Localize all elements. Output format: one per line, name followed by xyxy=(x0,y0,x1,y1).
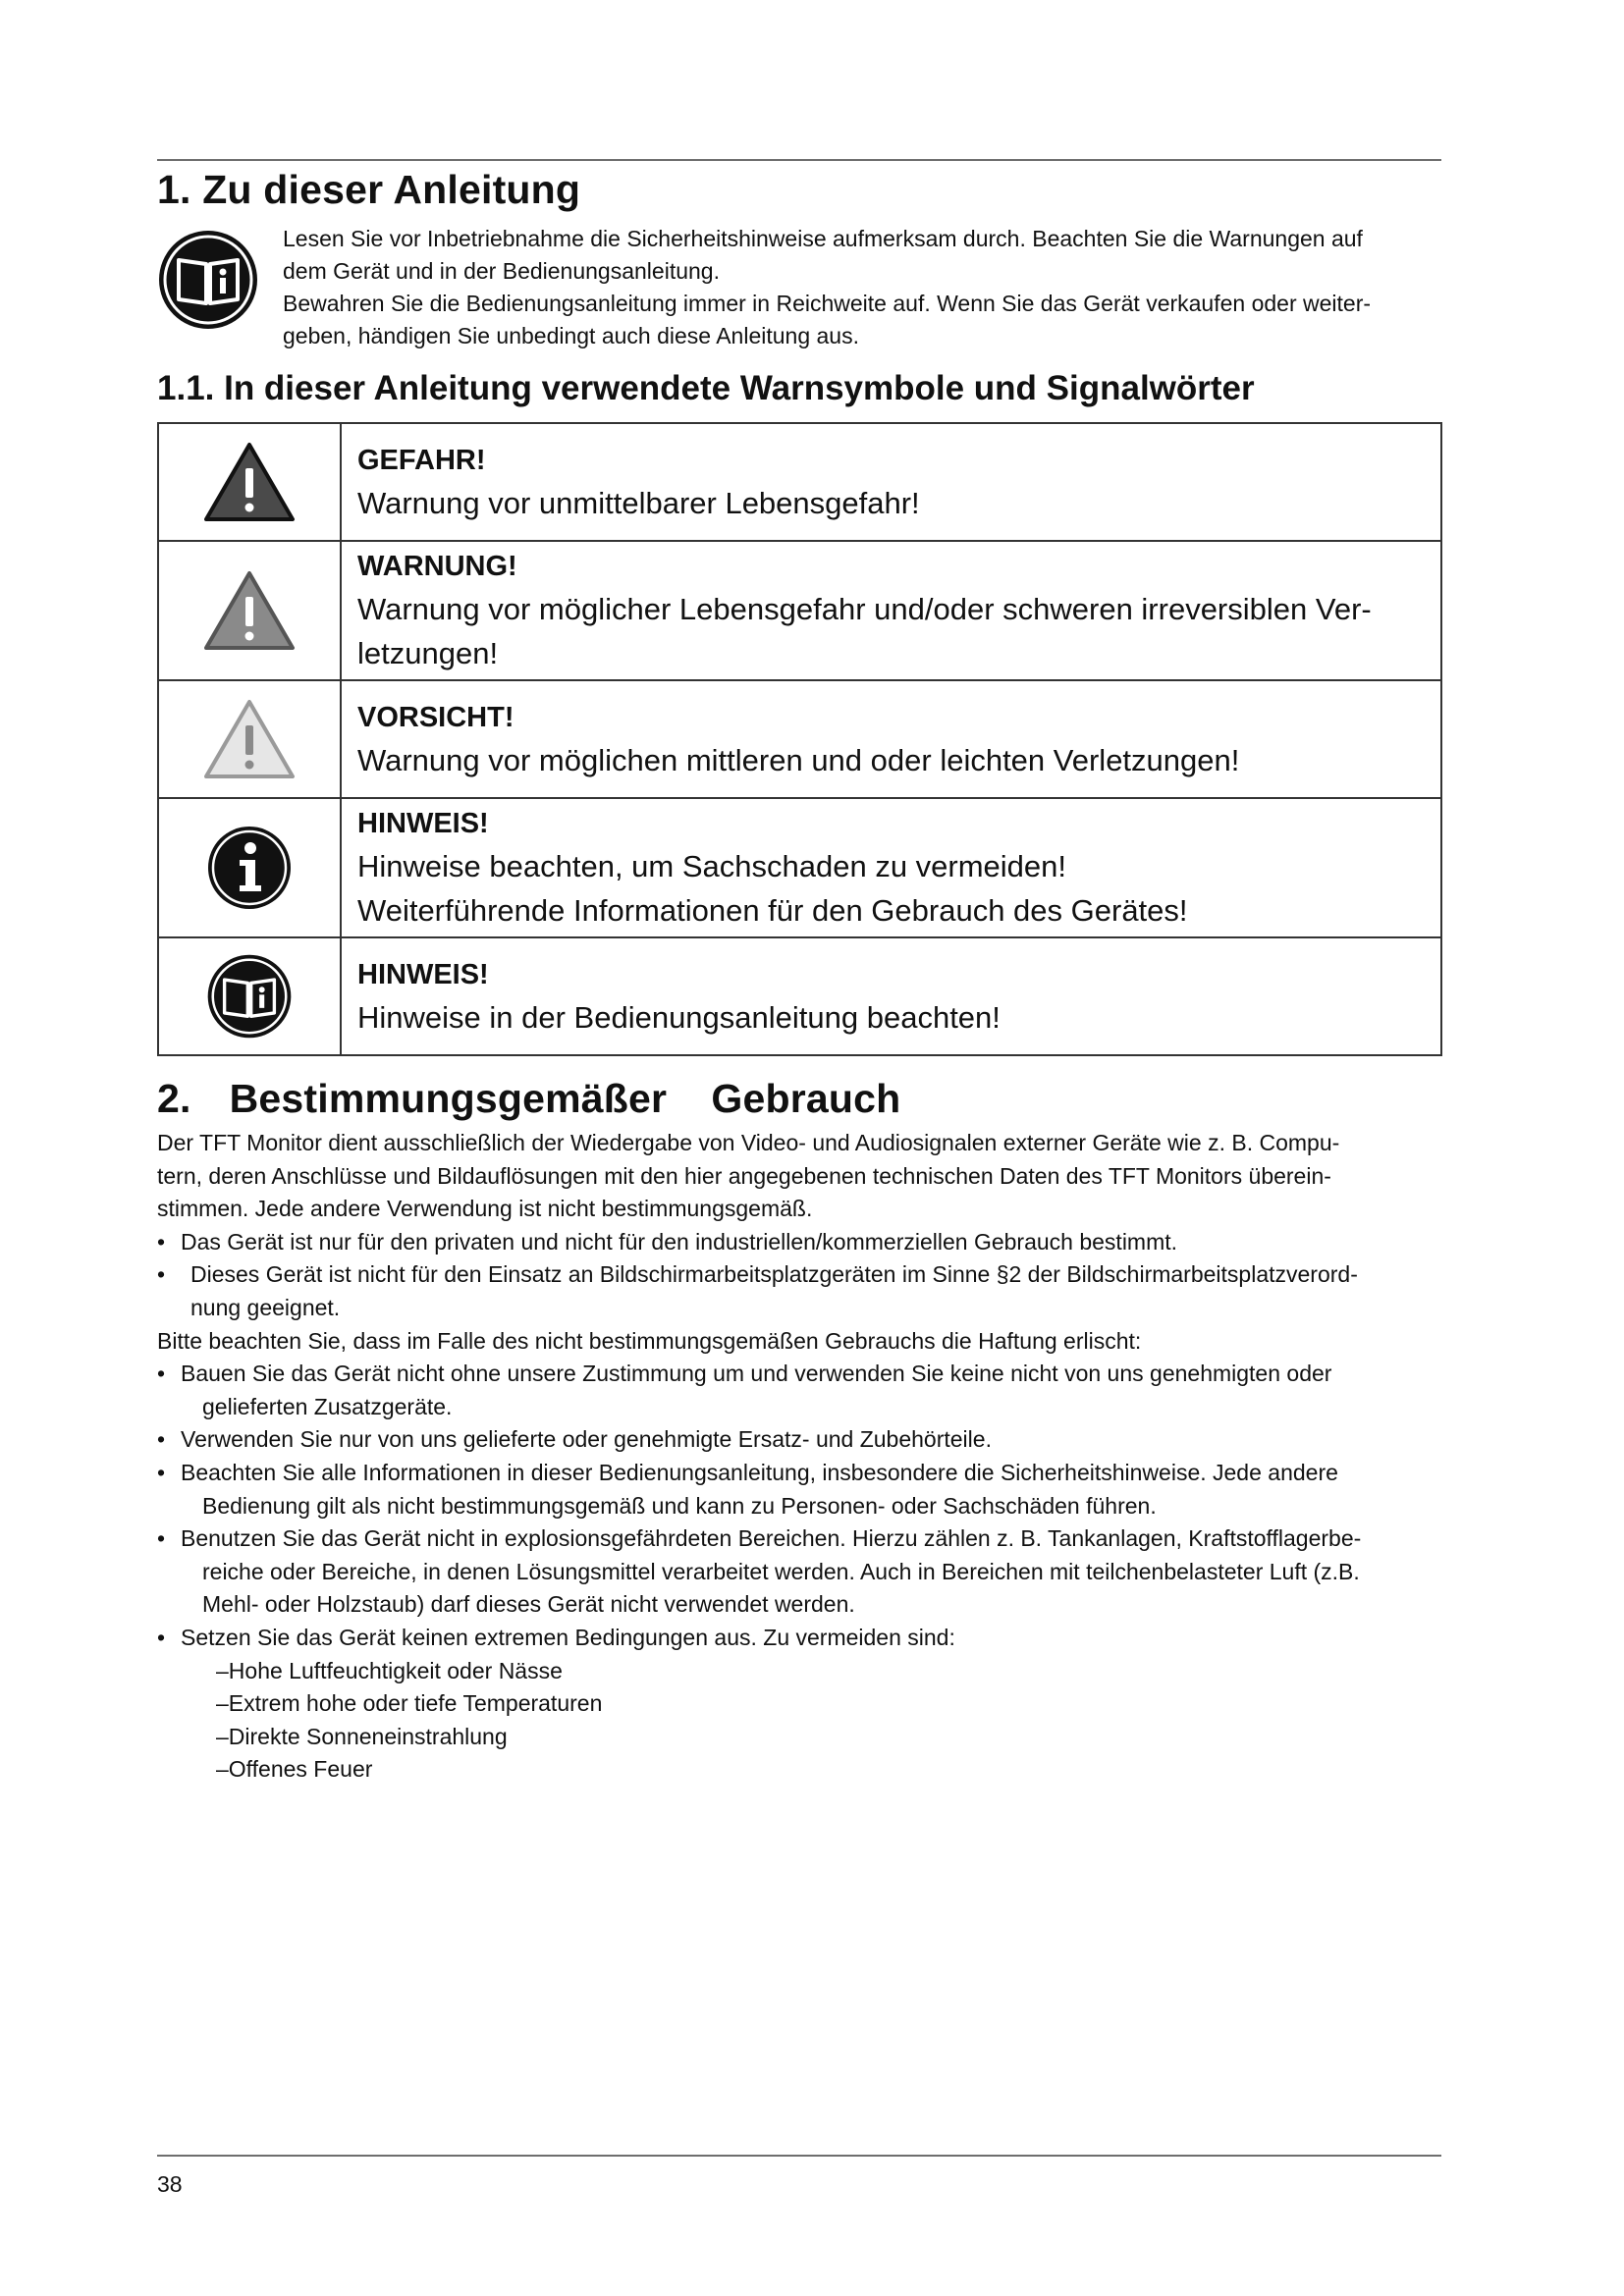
warning-row-hinweis-manual xyxy=(158,937,1441,1055)
list-item-text: Beachten Sie alle Informationen in dieser Bedienungsanleitung, insbesondere die Sicherheitshinweise. Jede andere xyxy=(181,1459,1338,1485)
dash-list xyxy=(157,1655,1445,1787)
list-item xyxy=(157,1226,1445,1259)
header-rule xyxy=(157,159,1441,161)
bullet-icon: • xyxy=(157,1261,166,1288)
list-item-text: Das Gerät ist nur für den privaten und nicht für den industriellen/kommerziellen Gebrauch bestimmt. xyxy=(181,1228,1178,1255)
dash-item: –Extrem hohe oder tiefe Temperaturen xyxy=(216,1690,603,1717)
warning-text: Weiterführende Informationen für den Gebrauch des Gerätes! xyxy=(357,893,1188,928)
warning-triangle-medium-icon xyxy=(202,569,297,652)
bullet-icon: • xyxy=(157,1228,166,1255)
list-item-text: Bedienung gilt als nicht bestimmungsgemäß und kann zu Personen- oder Sachschäden führen. xyxy=(202,1492,1157,1519)
list-item xyxy=(157,1358,1445,1423)
warning-row-warnung xyxy=(158,541,1441,680)
warning-text: Hinweise beachten, um Sachschaden zu vermeiden! xyxy=(357,849,1067,883)
intro-line: Lesen Sie vor Inbetriebnahme die Sicherheitshinweise aufmerksam durch. Beachten Sie die Warnungen auf xyxy=(283,226,1363,251)
list-item xyxy=(157,1522,1445,1622)
list-item-text: reiche oder Bereiche, in denen Lösungsmittel verarbeitet werden. Auch in Bereichen mit teilchenbelasteter Luft (z.B. xyxy=(202,1558,1360,1584)
section-1-number: 1. xyxy=(157,167,191,212)
list-item-text: Benutzen Sie das Gerät nicht in explosionsgefährdeten Bereichen. Hierzu zählen z. B. Tankanlagen, Kraftstofflagerbe- xyxy=(181,1525,1362,1552)
list-item xyxy=(157,1457,1445,1522)
bullet-icon: • xyxy=(157,1426,166,1453)
manual-book-icon xyxy=(206,953,293,1040)
section-1-intro xyxy=(283,223,1446,352)
list-item-text: Setzen Sie das Gerät keinen extremen Bedingungen aus. Zu vermeiden sind: xyxy=(181,1624,955,1650)
bullet-icon: • xyxy=(157,1624,166,1650)
warning-text: Hinweise in der Bedienungsanleitung beachten! xyxy=(357,999,1001,1035)
paragraph-line: Der TFT Monitor dient ausschließlich der Wiedergabe von Video- und Audiosignalen externer Geräte wie z. B. Compu- xyxy=(157,1130,1340,1155)
warning-text: Warnung vor möglichen mittleren und oder leichten Verletzungen! xyxy=(357,742,1240,777)
page-number: 38 xyxy=(157,2171,183,2197)
bullet-icon: • xyxy=(157,1525,166,1552)
warning-title: HINWEIS! xyxy=(357,958,489,990)
intro-line: Bewahren Sie die Bedienungsanleitung immer in Reichweite auf. Wenn Sie das Gerät verkaufen oder weiter- xyxy=(283,291,1372,316)
warning-title: WARNUNG! xyxy=(357,551,517,582)
list-item-text: nung geeignet. xyxy=(190,1294,341,1320)
list-item xyxy=(157,1622,1445,1655)
bullet-icon: • xyxy=(157,1361,166,1387)
warning-title: VORSICHT! xyxy=(357,701,514,733)
warning-text: Warnung vor unmittelbarer Lebensgefahr! xyxy=(357,485,920,520)
warning-text: letzungen! xyxy=(357,636,499,670)
warning-triangle-light-icon xyxy=(202,698,297,780)
warning-title: GEFAHR! xyxy=(357,444,486,476)
dash-item: –Hohe Luftfeuchtigkeit oder Nässe xyxy=(216,1657,563,1683)
list-item xyxy=(157,1258,1445,1324)
intro-line: geben, händigen Sie unbedingt auch diese Anleitung aus. xyxy=(283,323,859,348)
list-item-text: gelieferten Zusatzgeräte. xyxy=(202,1393,453,1419)
section-2-number: 2. xyxy=(157,1076,191,1121)
list-item-text: Bauen Sie das Gerät nicht ohne unsere Zustimmung um und verwenden Sie keine nicht von uns genehmigten oder xyxy=(181,1361,1332,1387)
section-2-heading xyxy=(157,1076,900,1122)
warning-symbols-table xyxy=(157,422,1442,1056)
warning-title: HINWEIS! xyxy=(357,808,489,839)
dash-item: –Direkte Sonneneinstrahlung xyxy=(216,1723,508,1749)
section-2-title-b: Gebrauch xyxy=(711,1076,901,1121)
list-item-text: Verwenden Sie nur von uns gelieferte oder genehmigte Ersatz- und Zubehörteile. xyxy=(181,1426,992,1453)
list-item xyxy=(157,1423,1445,1457)
intro-line: dem Gerät und in der Bedienungsanleitung. xyxy=(283,258,720,284)
warning-text: Warnung vor möglicher Lebensgefahr und/oder schweren irreversiblen Ver- xyxy=(357,592,1372,626)
section-2-body xyxy=(157,1127,1445,1787)
footer-rule xyxy=(157,2155,1441,2157)
paragraph-line: stimmen. Jede andere Verwendung ist nicht bestimmungsgemäß. xyxy=(157,1196,813,1222)
dash-item: –Offenes Feuer xyxy=(216,1756,373,1783)
warning-row-vorsicht xyxy=(158,680,1441,798)
paragraph-line: tern, deren Anschlüsse und Bildauflösungen mit den hier angegebenen technischen Daten des TFT Monitors überein- xyxy=(157,1162,1331,1189)
section-2-title-a: Bestimmungsgemäßer xyxy=(229,1076,668,1121)
manual-book-icon xyxy=(157,229,259,331)
paragraph-line: Bitte beachten Sie, dass im Falle des nicht bestimmungsgemäßen Gebrauchs die Haftung erlischt: xyxy=(157,1327,1142,1354)
warning-row-gefahr xyxy=(158,423,1441,541)
list-item-text: Mehl- oder Holzstaub) darf dieses Gerät nicht verwendet werden. xyxy=(202,1591,855,1618)
section-1-title: Zu dieser Anleitung xyxy=(202,167,581,212)
bullet-icon: • xyxy=(157,1459,166,1485)
section-1-heading xyxy=(157,167,580,213)
info-circle-icon xyxy=(206,825,293,911)
section-1-1-heading: 1.1. In dieser Anleitung verwendete Warnsymbole und Signalwörter xyxy=(157,369,1255,407)
warning-triangle-dark-icon xyxy=(202,441,297,523)
warning-row-hinweis-info xyxy=(158,798,1441,937)
list-item-text: Dieses Gerät ist nicht für den Einsatz an Bildschirmarbeitsplatzgeräten im Sinne §2 der Bildschirmarbeitsplatzverord- xyxy=(190,1261,1358,1288)
